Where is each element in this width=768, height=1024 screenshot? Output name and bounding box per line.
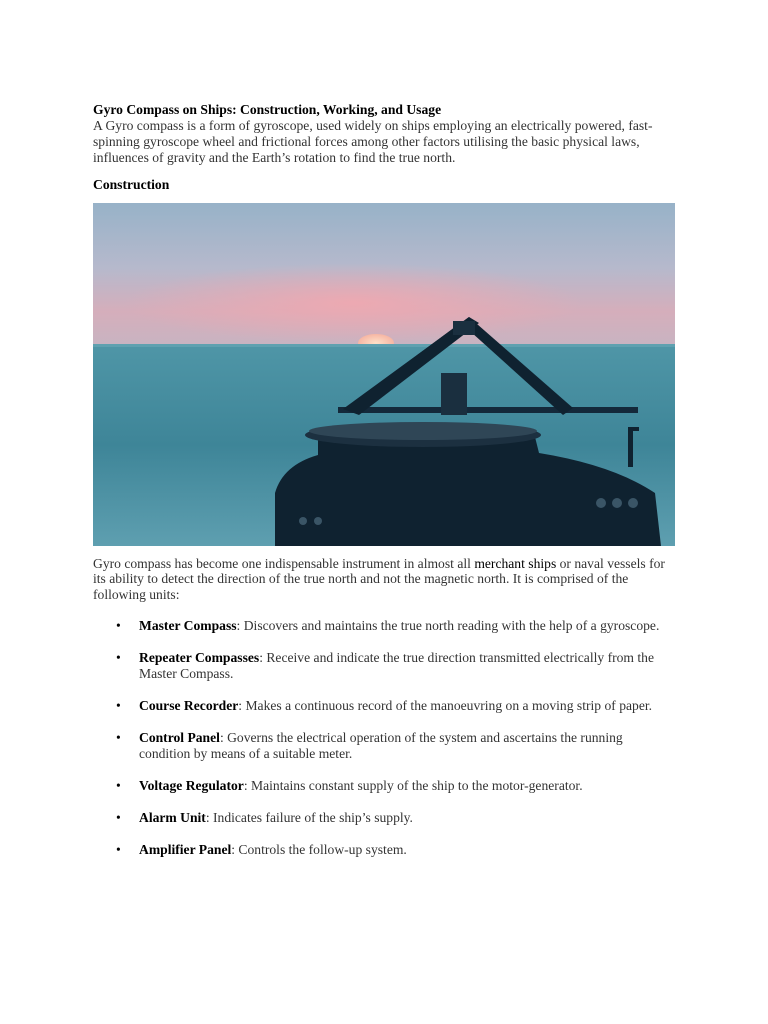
- bullet-icon: •: [116, 842, 121, 858]
- intro-paragraph: A Gyro compass is a form of gyroscope, used widely on ships employing an electrically powered, fast-spinning gyroscope wheel and frictional forces among other factors utilising the basic physical laws, influences of gravity and the Earth’s rotation to find the true north.: [93, 118, 653, 166]
- unit-term: Alarm Unit: [139, 810, 206, 826]
- merchant-ships-link[interactable]: merchant ships: [474, 555, 557, 571]
- list-item: [93, 698, 675, 714]
- bullet-icon: •: [116, 650, 121, 666]
- unit-description: : Controls the follow-up system.: [231, 842, 407, 858]
- units-list: [93, 618, 675, 857]
- unit-description: : Maintains constant supply of the ship to the motor-generator.: [243, 777, 583, 793]
- unit-description: : Receive and indicate the true direction transmitted electrically from the Master Compass.: [139, 650, 654, 682]
- gyro-compass-photo: [93, 203, 675, 546]
- bullet-icon: •: [116, 618, 121, 634]
- unit-term: Voltage Regulator: [139, 777, 244, 793]
- list-item: [93, 810, 675, 826]
- list-item: [93, 618, 675, 634]
- unit-description: : Indicates failure of the ship’s supply.: [205, 810, 413, 826]
- unit-description: : Makes a continuous record of the manoeuvring on a moving strip of paper.: [238, 698, 653, 714]
- body-text-part2: or naval vessels for its ability to detect the direction of the true north and not the magnetic north. It is comprised of the following units:: [93, 555, 665, 602]
- unit-term: Repeater Compasses: [139, 650, 260, 666]
- list-item: [93, 842, 675, 858]
- bullet-icon: •: [116, 777, 121, 793]
- document-page: [93, 102, 675, 874]
- list-item: [93, 650, 675, 681]
- list-item: [93, 730, 675, 761]
- unit-term: Course Recorder: [139, 698, 239, 714]
- bullet-icon: •: [116, 698, 121, 714]
- bullet-icon: •: [116, 810, 121, 826]
- body-text-part1: Gyro compass has become one indispensable instrument in almost all: [93, 555, 475, 571]
- unit-term: Control Panel: [139, 730, 220, 746]
- unit-term: Master Compass: [139, 618, 237, 634]
- unit-term: Amplifier Panel: [139, 842, 232, 858]
- unit-description: : Governs the electrical operation of the system and ascertains the running condition by means of a suitable meter.: [139, 730, 623, 761]
- section-heading-construction: Construction: [93, 176, 170, 192]
- unit-description: : Discovers and maintains the true north reading with the help of a gyroscope.: [236, 618, 660, 634]
- bullet-icon: •: [116, 730, 121, 746]
- document-title: Gyro Compass on Ships: Construction, Working, and Usage: [93, 102, 442, 117]
- body-paragraph: [93, 556, 675, 603]
- list-item: [93, 778, 675, 794]
